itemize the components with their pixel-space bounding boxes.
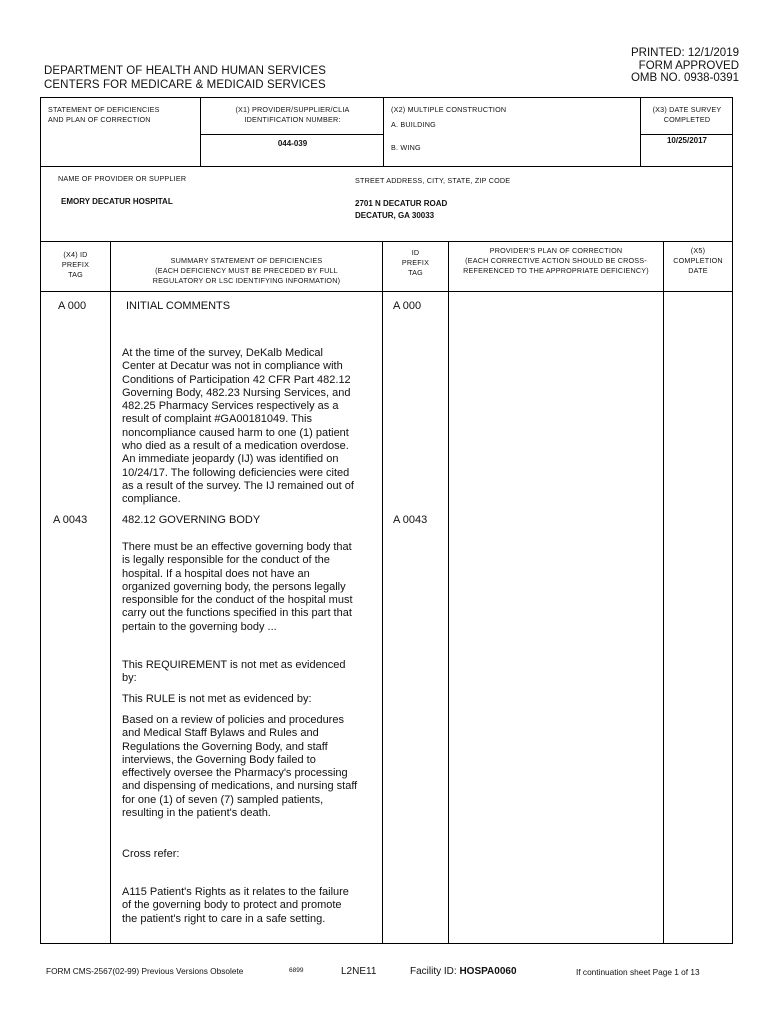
col-line-2 [382,241,383,944]
x4-header: (X4) ID PREFIX TAG [61,250,90,279]
x1-inner-line [200,134,383,135]
footer-code: 6899 [289,967,304,974]
address-value [355,198,447,222]
footer-event-id: L2NE11 [341,966,377,977]
x3-inner-line [640,134,732,135]
x2-wing: B. WING [391,143,421,152]
agency-title [44,64,326,92]
requirement-statement: This REQUIREMENT is not met as evidenced by: [122,659,346,685]
form-approval-block [631,47,739,85]
initial-comments-heading: INITIAL COMMENTS [126,300,231,312]
tag-a000-left: A 000 [58,300,87,312]
tag-a0043-left: A 0043 [53,514,88,526]
cross-refer-paragraph: A115 Patient's Rights as it relates to the failure of the governing body to protect and promote the patient's right to care in a safe setting. [122,886,349,925]
form-approved: FORM APPROVED [638,59,739,72]
rule-statement: This RULE is not met as evidenced by: [122,693,312,705]
tag-a000-right: A 000 [393,300,422,312]
initial-comments-paragraph: At the time of the survey, DeKalb Medical Center at Decatur was not in compliance with Conditions of Participation 42 CFR Part 482.12 Governing Body, 482.23 Nursing Services, and 482.25 Pharmacy Services respectively as a result of complaint #GA00181049. This noncompliance caused harm to one (1) patient who died as a result of a medication overdose. An immediate jeopardy (IJ) was identified on 10/24/17. The following deficiencies were cited as a result of the survey. The IJ remained out of compliance. [122,347,354,506]
x2-label: (X2) MULTIPLE CONSTRUCTION [391,105,507,114]
box1-divider-1 [200,97,201,166]
summary-header: SUMMARY STATEMENT OF DEFICIENCIES (EACH DEFICIENCY MUST BE PRECEDED BY FULL REGULATORY OR LSC IDENTIFYING INFORMATION) [152,256,341,285]
governing-body-paragraph: There must be an effective governing body that is legally responsible for the conduct of the hospital. If a hospital does not have an organized governing body, the persons legally responsible for the conduct of the hospital must carry out the functions specified in this part that pertain to the governing body ... [122,541,353,633]
col-line-4 [663,241,664,944]
footer-continuation: If continuation sheet Page 1 of 13 [576,967,700,977]
footer-form-id: FORM CMS-2567(02-99) Previous Versions Obsolete [46,966,244,976]
columns-header-bottom [40,291,733,292]
tag-a0043-right: A 0043 [393,514,428,526]
facility-label: Facility ID: [410,966,460,977]
statement-label: STATEMENT OF DEFICIENCIES AND PLAN OF CORRECTION [48,105,160,124]
provider-name-value: EMORY DECATUR HOSPITAL [61,197,173,206]
dept-line1: DEPARTMENT OF HEALTH AND HUMAN SERVICES [44,65,327,77]
dept-line2: CENTERS FOR MEDICARE & MEDICAID SERVICES [44,79,326,91]
address-line2: DECATUR, GA 30033 [355,211,435,220]
col-line-3 [448,241,449,944]
survey-date-value: 10/25/2017 [666,136,708,145]
box1-divider-3 [640,97,641,166]
x5-header: (X5) COMPLETION DATE [673,246,723,275]
address-line1: 2701 N DECATUR ROAD [355,199,448,208]
plan-header: PROVIDER'S PLAN OF CORRECTION (EACH CORRECTIVE ACTION SHOULD BE CROSS- REFERENCED TO THE APPROPRIATE DEFICIENCY) [463,246,649,275]
x2-building: A. BUILDING [391,120,436,129]
id-header: ID PREFIX TAG [401,248,430,277]
col-line-1 [110,241,111,944]
cross-refer-label: Cross refer: [122,848,180,860]
x1-label: (X1) PROVIDER/SUPPLIER/CLIA IDENTIFICATION NUMBER: [235,105,350,124]
form-right-border [732,97,733,944]
provider-name-label: NAME OF PROVIDER OR SUPPLIER [58,174,187,183]
printed-date: PRINTED: 12/1/2019 [630,47,739,59]
box1-divider-2 [383,97,384,166]
box1-top-border [40,97,733,98]
address-label: STREET ADDRESS, CITY, STATE, ZIP CODE [355,176,511,185]
governing-body-heading: 482.12 GOVERNING BODY [122,514,261,526]
findings-paragraph: Based on a review of policies and procedures and Medical Staff Bylaws and Rules and Regulations the Governing Body, and staff interviews, the Governing Body failed to effectively oversee the Pharmacy's processing and dispensing of medications, and nursing staff for one (1) of seven (7) sampled patients, resulting in the patient's death. [122,714,358,820]
columns-top-border [40,241,733,242]
form-bottom-border [40,943,733,944]
footer-facility [410,966,517,977]
x3-label: (X3) DATE SURVEY COMPLETED [652,105,722,124]
facility-id: HOSPA0060 [459,966,517,977]
provider-id-value: 044-039 [277,139,308,148]
omb-number: OMB NO. 0938-0391 [630,72,739,84]
form-left-border [40,97,41,944]
box1-bottom-border [40,166,733,167]
